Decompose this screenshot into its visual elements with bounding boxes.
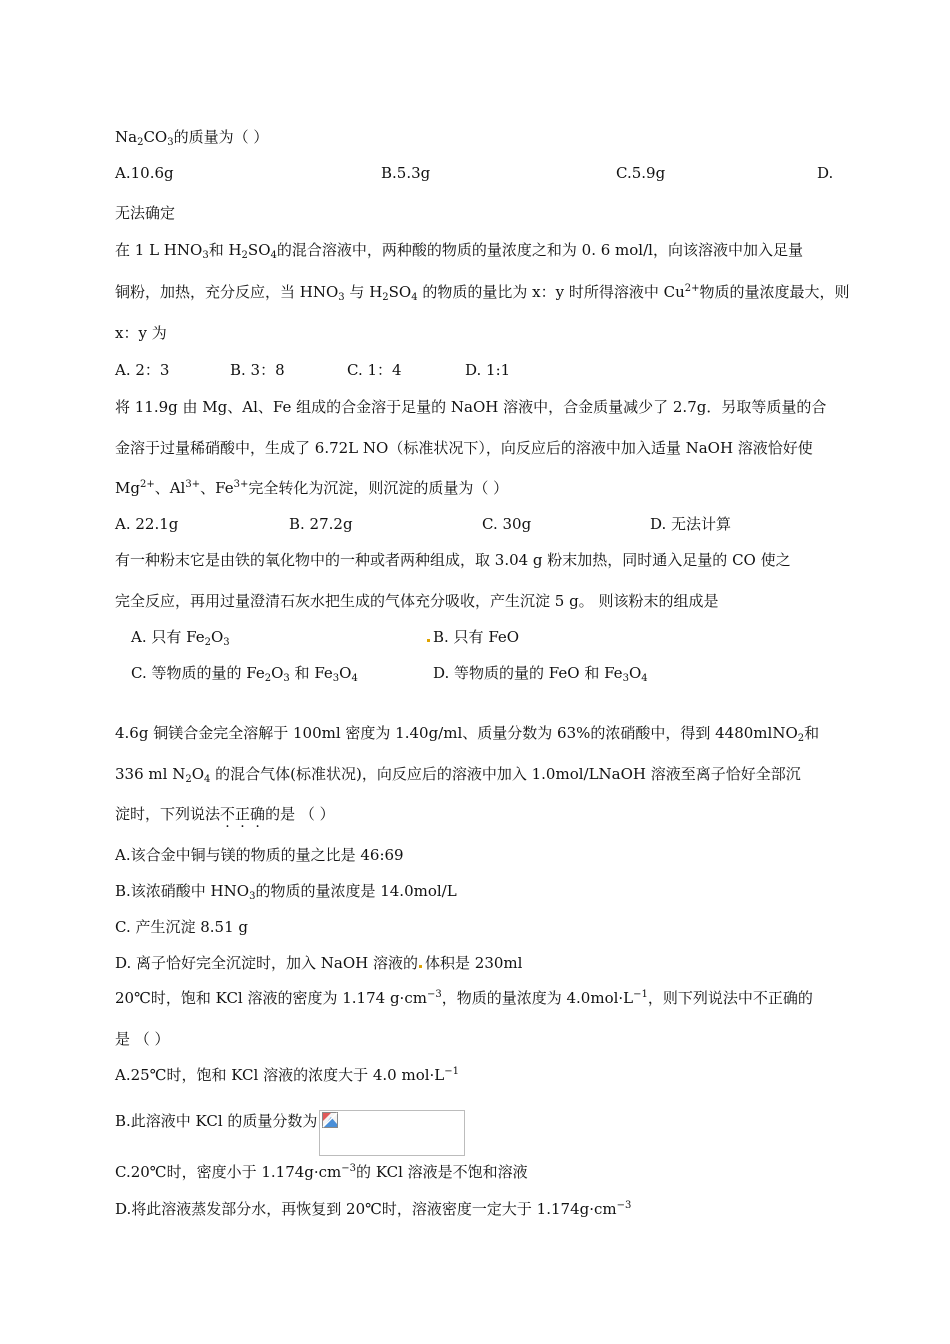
q6-option-a: A.25℃时，饱和 KCl 溶液的浓度大于 4.0 $mol\cdot L^{-1}$ <box>115 1066 460 1084</box>
q1-stem: $Na_2CO_3$的质量为（ ） <box>115 128 269 148</box>
q4-option-c: C. 等物质的量的 $Fe_2O_3$ 和 $Fe_3O_4$ <box>131 664 358 684</box>
q4-option-b: B. 只有 FeO <box>427 627 519 647</box>
q4-option-a: A. 只有 $Fe_2O_3$ <box>131 628 230 648</box>
q4-stem-line1: 有一种粉末它是由铁的氧化物中的一种或者两种组成，取 3.04 g 粉末加热，同时通入足量的 CO 使之 <box>115 551 791 569</box>
q1-option-d-text: 无法确定 <box>115 204 176 222</box>
q4-stem-line2: 完全反应，再用过量澄清石灰水把生成的气体充分吸收，产生沉淀 5 g。 则该粉末的组成是 <box>115 592 719 610</box>
q2-option-d: D. 1:1 <box>465 361 511 379</box>
q3-stem-line3: $Mg^{2+}$、$Al^{3+}$、$Fe^{3+}$完全转化为沉淀，则沉淀的质量为（ ） <box>115 479 509 497</box>
q6-option-c: C.20℃时，密度小于 $1.174g\cdot cm^{-3}$的 KCl 溶液是不饱和溶液 <box>115 1163 528 1181</box>
q3-stem-line1: 将 11.9g 由 Mg、Al、Fe 组成的合金溶于足量的 NaOH 溶液中，合金质量减少了 2.7g．另取等质量的合 <box>115 398 827 416</box>
q5-option-c: C. 产生沉淀 8.51 g <box>115 918 249 936</box>
q3-option-c: C. 30g <box>482 515 532 533</box>
q2-option-c: C. 1：4 <box>347 361 402 379</box>
q3-option-d: D. 无法计算 <box>650 515 732 533</box>
q6-stem-line2: 是 （ ） <box>115 1030 170 1048</box>
q3-stem-line2: 金溶于过量稀硝酸中，生成了 6.72L NO（标准状况下），向反应后的溶液中加入适量 NaOH 溶液恰好使 <box>115 439 813 457</box>
q5-stem-line1: 4.6g 铜镁合金完全溶解于 100ml 密度为 1.40g/ml、质量分数为 63%的浓硝酸中，得到 4480mlNO$_2$和 <box>115 724 820 744</box>
broken-image-placeholder <box>319 1110 465 1156</box>
emphasis-not: 不 <box>220 805 236 823</box>
emphasis-correct-1: 正 <box>235 805 251 823</box>
q2-stem-line3: x：y 为 <box>115 324 167 342</box>
q6-stem-line1: 20℃时，饱和 KCl 溶液的密度为 1.174 $g\cdot cm^{-3}$，物质的量浓度为 $4.0mol\cdot L^{-1}$，则下列说法中不正确的 <box>115 989 813 1007</box>
q5-option-b: B.该浓硝酸中 $HNO_3$的物质的量浓度是 14.0mol/L <box>115 882 457 902</box>
q5-stem-line2: 336 ml $N_2O_4$ 的混合气体(标准状况)，向反应后的溶液中加入 1.0mol/LNaOH 溶液至离子恰好全部沉 <box>115 765 801 785</box>
q4-option-d: D. 等物质的量的 FeO 和 $Fe_3O_4$ <box>433 664 648 684</box>
q6-option-d: D.将此溶液蒸发部分水，再恢复到 20℃时，溶液密度一定大于 $1.174g\cdot cm^{-3}$ <box>115 1200 632 1218</box>
q2-stem-line1: 在 1 L $HNO_3$和 $H_2SO_4$的混合溶液中，两种酸的物质的量浓度之和为 0. 6 mol/l，向该溶液中加入足量 <box>115 241 803 261</box>
q2-stem-line2: 铜粉，加热，充分反应，当 $HNO_3$ 与 $H_2SO_4$ 的物质的量比为 x：y 时所得溶液中 $Cu^{2+}$物质的量浓度最大，则 <box>115 283 850 303</box>
emphasis-correct-2: 确 <box>250 805 266 823</box>
q2-option-a: A. 2：3 <box>115 361 170 379</box>
marker-dot <box>427 639 430 642</box>
q6-option-b: B.此溶液中 KCl 的质量分数为 <box>115 1110 465 1156</box>
q5-option-d: D. 离子恰好完全沉淀时，加入 NaOH 溶液的 体积是 230ml <box>115 954 523 972</box>
marker-dot <box>419 965 422 968</box>
q5-option-a: A.该合金中铜与镁的物质的量之比是 46:69 <box>115 846 404 864</box>
q1-option-b: B.5.3g <box>381 164 431 182</box>
q5-stem-line3: 淀时，下列说法不正确的是 （ ） <box>115 805 335 823</box>
q2-option-b: B. 3：8 <box>230 361 285 379</box>
q1-option-c: C.5.9g <box>616 164 666 182</box>
broken-image-icon <box>322 1112 338 1128</box>
q3-option-a: A. 22.1g <box>115 515 179 533</box>
q1-option-a: A.10.6g <box>115 164 174 182</box>
q3-option-b: B. 27.2g <box>289 515 353 533</box>
q1-option-d: D. <box>817 164 834 182</box>
